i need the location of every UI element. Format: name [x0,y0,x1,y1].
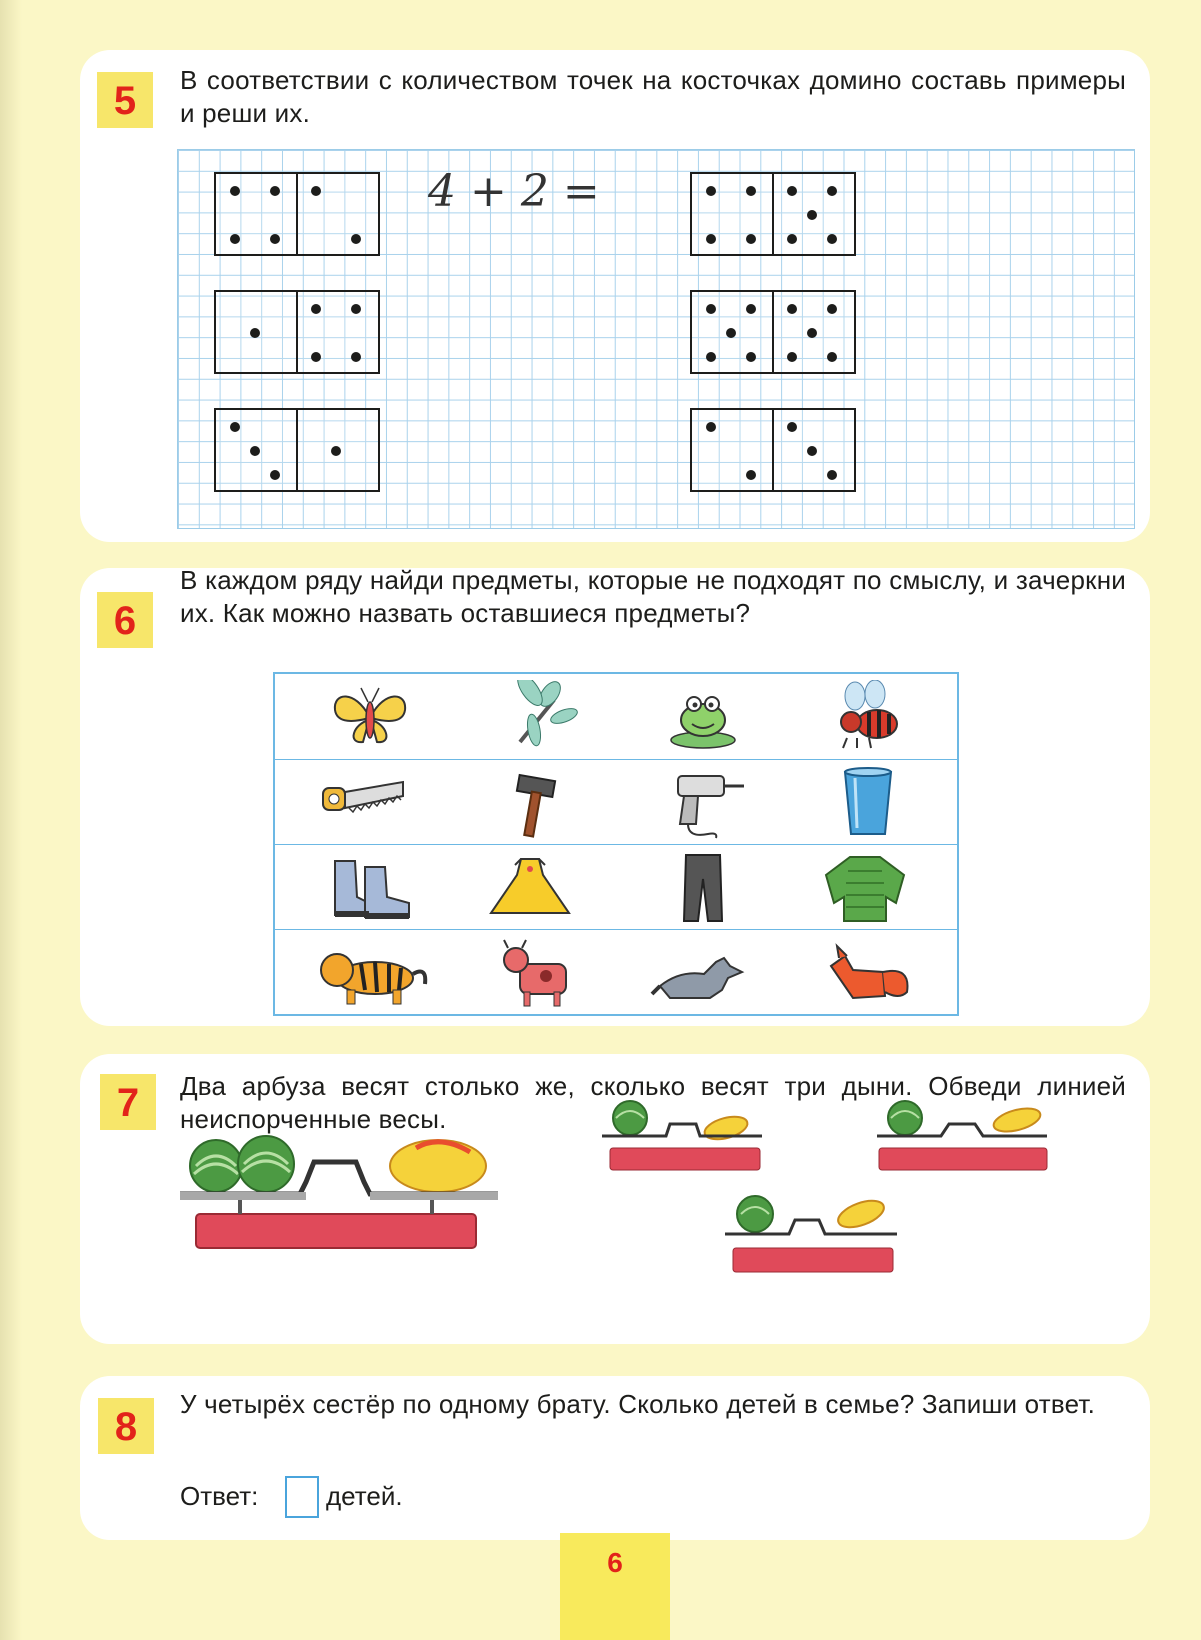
domino-pip [230,422,240,432]
domino-pip [311,186,321,196]
domino-pip [250,446,260,456]
domino-tile [214,290,380,374]
task-5-panel [80,50,1150,542]
hammer-icon[interactable] [490,766,580,840]
answer-input-box[interactable] [285,1476,319,1518]
wolf-icon[interactable] [650,936,750,1010]
checkered-grid [177,149,1135,529]
domino-pip [827,352,837,362]
domino-tile [690,290,856,374]
table-row [275,674,957,759]
domino-pip [270,186,280,196]
domino-pip [706,186,716,196]
domino-pip [807,446,817,456]
task-7-text: Два арбуза весят столько же, сколько весят три дыни. Обведи линией неиспорченные весы. [180,1071,1126,1134]
domino-pip [311,304,321,314]
frog-icon[interactable] [658,680,748,754]
sweater-icon[interactable] [820,851,910,925]
table-row [275,759,957,845]
scale-large[interactable] [180,1134,510,1259]
fox-icon[interactable] [823,936,913,1010]
dragonfly-icon[interactable] [490,680,580,754]
table-row [275,844,957,930]
task-8-panel [80,1376,1150,1540]
domino-tile [214,408,380,492]
butterfly-icon[interactable] [325,680,415,754]
domino-pip [230,186,240,196]
domino-tile [690,408,856,492]
page-edge-shadow [0,0,22,1640]
tiger-icon[interactable] [313,936,431,1010]
saw-icon[interactable] [317,766,407,840]
task-number-badge: 8 [98,1398,154,1454]
table-row [275,929,957,1015]
domino-pip [250,328,260,338]
domino-pip [331,446,341,456]
domino-pip [787,186,797,196]
domino-tile [214,172,380,256]
domino-pip [311,352,321,362]
domino-pip [827,470,837,480]
domino-pip [230,234,240,244]
domino-pip [706,422,716,432]
scale-small-3[interactable] [725,1184,905,1280]
cow-icon[interactable] [490,936,580,1010]
domino-tile [690,172,856,256]
domino-pip [351,304,361,314]
domino-pip [270,470,280,480]
task-7-panel [80,1054,1150,1344]
scale-small-2[interactable] [875,1094,1055,1178]
domino-pip [706,234,716,244]
handwritten-example: 4 + 2 = [428,166,600,217]
domino-pip [807,210,817,220]
domino-pip [746,186,756,196]
drill-icon[interactable] [658,766,748,840]
task-8-text: У четырёх сестёр по одному брату. Сколько детей в семье? Запиши ответ. [180,1389,1096,1419]
domino-pip [807,328,817,338]
domino-pip [746,352,756,362]
domino-pip [827,186,837,196]
domino-pip [746,234,756,244]
domino-pip [706,352,716,362]
domino-pip [746,470,756,480]
domino-pip [270,234,280,244]
domino-pip [827,234,837,244]
task-5-text: В соответствии с количеством точек на косточках домино составь примеры и реши их. [180,65,1126,128]
answer-label: Ответ: [180,1481,259,1511]
domino-pip [351,234,361,244]
domino-pip [827,304,837,314]
domino-pip [787,234,797,244]
scale-small-1[interactable] [600,1094,770,1178]
domino-pip [706,304,716,314]
task-number-badge: 7 [100,1074,156,1130]
bee-icon[interactable] [823,680,913,754]
domino-pip [726,328,736,338]
objects-table [273,672,959,1016]
trousers-icon[interactable] [658,851,748,925]
task-6-panel [80,565,1150,1026]
domino-pip [787,304,797,314]
answer-unit: детей. [326,1481,403,1511]
domino-pip [746,304,756,314]
task-number-badge: 5 [97,72,153,128]
domino-pip [787,352,797,362]
glass-icon[interactable] [823,766,913,840]
domino-pip [787,422,797,432]
dress-icon[interactable] [485,851,575,925]
page-number: 6 [560,1533,670,1640]
domino-pip [351,352,361,362]
task-6-text: В каждом ряду найди предметы, которые не подходят по смыслу, и зачеркни их. Как можно назвать оставшиеся предметы? [180,565,1126,628]
task-number-badge: 6 [97,592,153,648]
boots-icon[interactable] [325,851,415,925]
